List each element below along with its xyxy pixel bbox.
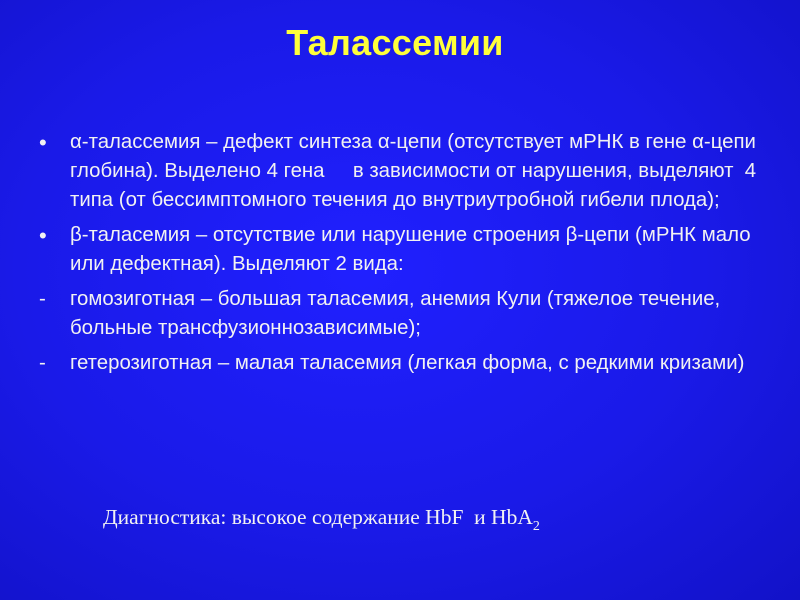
- list-item-alpha-thalassemia: [37, 128, 772, 215]
- list-item-homozygous: [37, 285, 772, 343]
- dash-marker: -: [39, 288, 46, 310]
- list-item-text: α-талассемия – дефект синтеза α-цепи (отсутствует мРНК в гене α-цепи глобина). Выделено 4 гена в зависимости от нарушения, выделяют 4 типа (от бессимптомного течения до внутриутробной гибели плода);: [70, 131, 762, 211]
- diagnosis-line: [103, 505, 540, 535]
- dash-marker: -: [39, 352, 46, 374]
- diagnosis-subscript: 2: [532, 519, 540, 534]
- list-item-heterozygous: [37, 349, 772, 378]
- list-item-text: гетерозиготная – малая таласемия (легкая форма, с редкими кризами): [70, 352, 745, 374]
- bullet-marker: •: [39, 223, 47, 248]
- list-item-text: гомозиготная – большая таласемия, анемия Кули (тяжелое течение, больные трансфузионнозависимые);: [70, 288, 721, 339]
- list-item-text: β-таласемия – отсутствие или нарушение строения β-цепи (мРНК мало или дефектная). Выделяют 2 вида:: [70, 224, 751, 275]
- diagnosis-text: Диагностика: высокое содержание HbF и HbA: [103, 505, 533, 529]
- slide-title: Талассемии: [286, 22, 504, 63]
- bullet-marker: •: [39, 130, 47, 155]
- content-list: [37, 128, 772, 384]
- list-item-beta-thalassemia: [37, 221, 772, 279]
